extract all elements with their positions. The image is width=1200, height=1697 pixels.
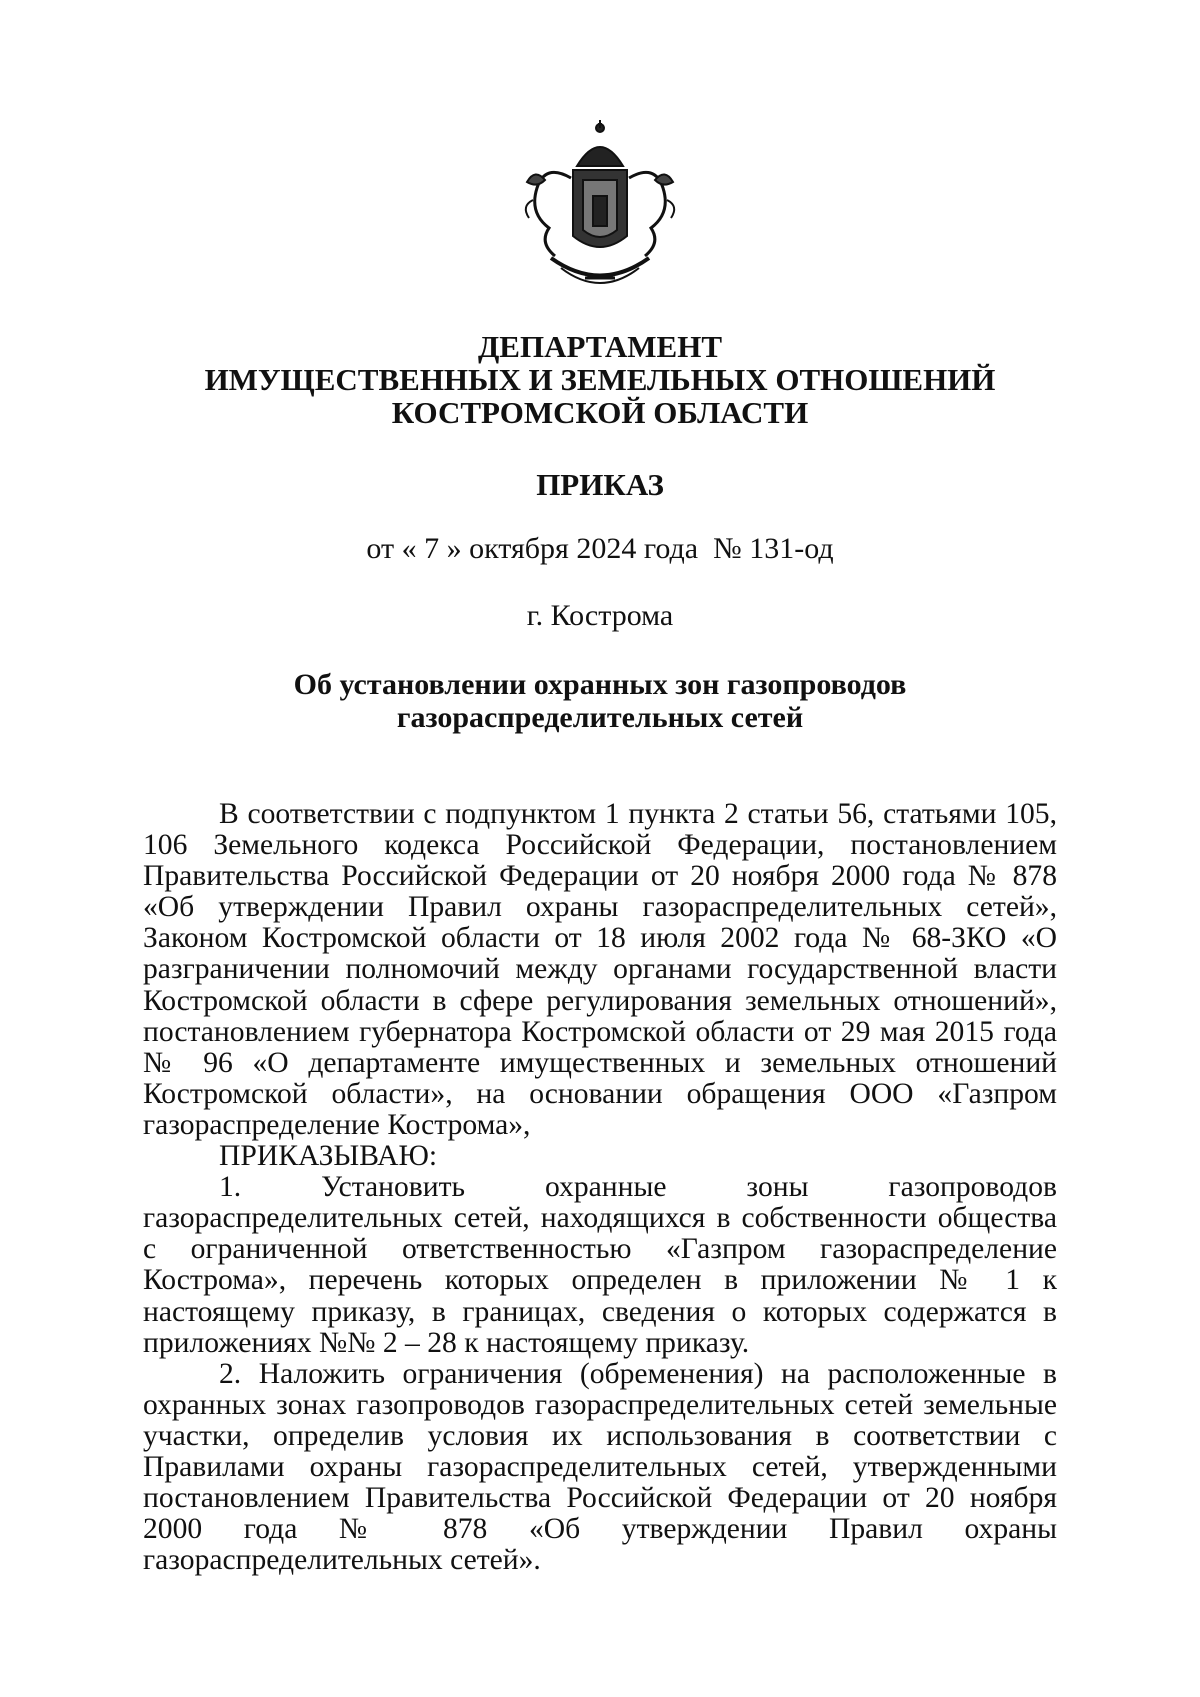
- coat-of-arms-icon: [515, 118, 685, 298]
- department-header: [0, 330, 1200, 429]
- preamble-paragraph: В соответствии с подпунктом 1 пункта 2 статьи 56, статьями 105, 106 Земельного кодекса Российской Федерации, постановлением Правительства Российской Федерации от 20 ноября 2000 года № 878 «Об утверждении Правил охраны газораспределительных сетей», Законом Костромской области от 18 июля 2002 года № 68-ЗКО «О разграничении полномочий между органами государственной власти Костромской области в сфере регулирования земельных отношений», постановлением губернатора Костромской области от 29 мая 2015 года № 96 «О департаменте имущественных и земельных отношений Костромской области», на основании обращения ООО «Газпром газораспределение Кострома»,: [143, 798, 1057, 1141]
- header-line-1: ДЕПАРТАМЕНТ: [477, 329, 723, 364]
- order-subject: [0, 668, 1200, 734]
- order-body: [143, 799, 1057, 1576]
- order-directive: ПРИКАЗЫВАЮ:: [219, 1140, 438, 1173]
- header-line-3: КОСТРОМСКОЙ ОБЛАСТИ: [391, 395, 809, 430]
- order-date-number: от « 7 » октября 2024 года № 131-од: [366, 532, 834, 565]
- order-item-2: 2. Наложить ограничения (обременения) на расположенные в охранных зонах газопроводов газораспределительных сетей земельные участки, определив условия их использования в соответствии с Правилами охраны газораспределительных сетей, утвержденными постановлением Правительства Российской Федерации от 20 ноября 2000 года № 878 «Об утверждении Правил охраны газораспределительных сетей».: [143, 1357, 1057, 1577]
- header-line-2: ИМУЩЕСТВЕННЫХ И ЗЕМЕЛЬНЫХ ОТНОШЕНИЙ: [204, 362, 996, 397]
- order-item-1: 1. Установить охранные зоны газопроводов газораспределительных сетей, находящихся в собственности общества с ограниченной ответственностью «Газпром газораспределение Кострома», перечень которых определен в приложении № 1 к настоящему приказу, в границах, сведения о которых содержатся в приложениях №№ 2 – 28 к настоящему приказу.: [143, 1171, 1057, 1359]
- subject-line-2: газораспределительных сетей: [396, 701, 804, 734]
- order-city: г. Кострома: [526, 599, 674, 632]
- subject-line-1: Об установлении охранных зон газопроводов: [293, 668, 907, 701]
- order-title: ПРИКАЗ: [536, 467, 664, 502]
